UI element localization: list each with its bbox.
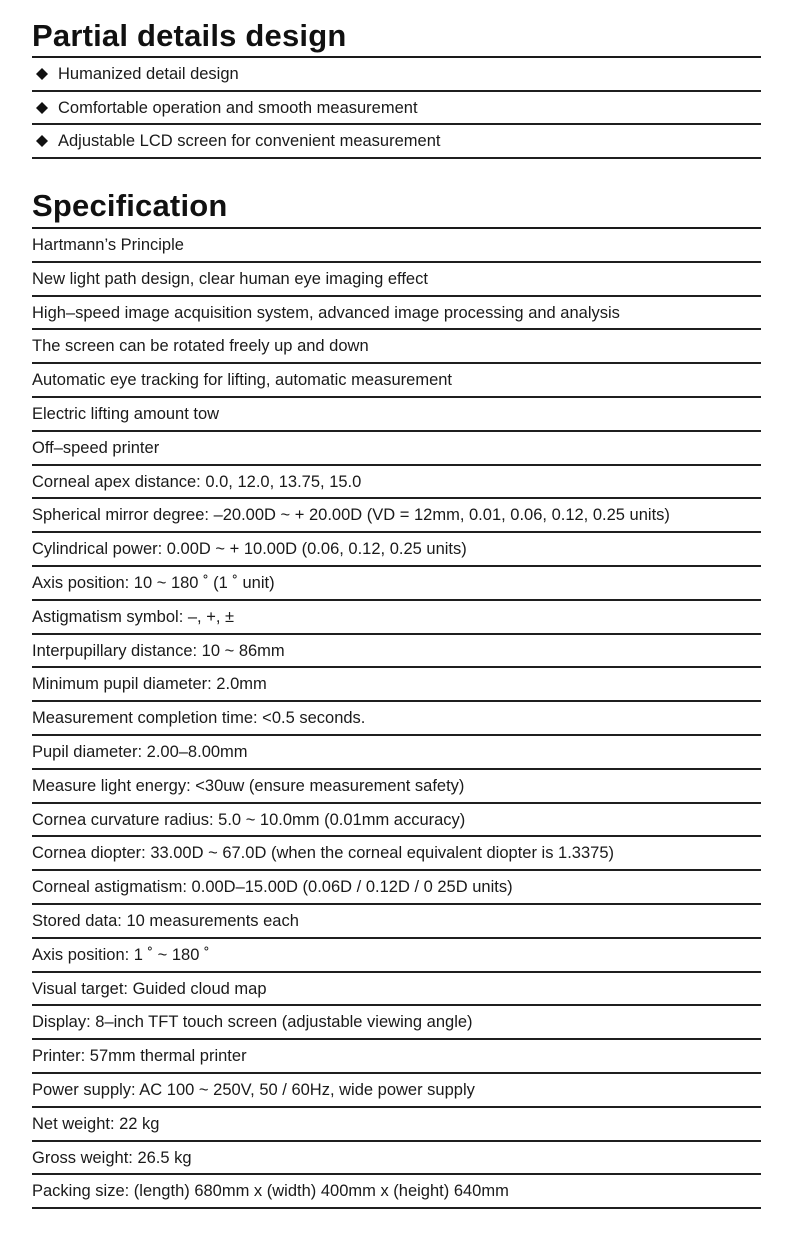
spec-item: Cornea curvature radius: 5.0 ~ 10.0mm (0.01mm accuracy)	[32, 804, 761, 838]
diamond-bullet-icon	[36, 102, 48, 114]
spec-item: Display: 8–inch TFT touch screen (adjustable viewing angle)	[32, 1006, 761, 1040]
spec-item: Astigmatism symbol: –, +, ±	[32, 601, 761, 635]
diamond-bullet-icon	[36, 68, 48, 80]
spec-item: Printer: 57mm thermal printer	[32, 1040, 761, 1074]
spec-item: Stored data: 10 measurements each	[32, 905, 761, 939]
spec-item: Cornea diopter: 33.00D ~ 67.0D (when the corneal equivalent diopter is 1.3375)	[32, 837, 761, 871]
spec-item: Packing size: (length) 680mm x (width) 400mm x (height) 640mm	[32, 1175, 761, 1209]
spec-item: Measure light energy: <30uw (ensure measurement safety)	[32, 770, 761, 804]
feature-text: Adjustable LCD screen for convenient measurement	[58, 132, 441, 150]
spec-item: Measurement completion time: <0.5 seconds.	[32, 702, 761, 736]
spec-item: The screen can be rotated freely up and down	[32, 330, 761, 364]
spec-list	[32, 229, 761, 1209]
specification-section	[32, 170, 761, 1209]
spec-item: Off–speed printer	[32, 432, 761, 466]
spec-item: Cylindrical power: 0.00D ~ + 10.00D (0.06, 0.12, 0.25 units)	[32, 533, 761, 567]
diamond-bullet-icon	[36, 135, 48, 147]
partial-details-section	[32, 0, 761, 159]
feature-item	[32, 92, 761, 126]
spec-item: High–speed image acquisition system, advanced image processing and analysis	[32, 297, 761, 331]
spec-item: Spherical mirror degree: –20.00D ~ + 20.00D (VD = 12mm, 0.01, 0.06, 0.12, 0.25 units)	[32, 499, 761, 533]
feature-text: Humanized detail design	[58, 65, 239, 83]
spec-item: Electric lifting amount tow	[32, 398, 761, 432]
spec-item: Axis position: 1 ˚ ~ 180 ˚	[32, 939, 761, 973]
feature-list	[32, 58, 761, 159]
spec-item: Power supply: AC 100 ~ 250V, 50 / 60Hz, wide power supply	[32, 1074, 761, 1108]
spec-item: Corneal astigmatism: 0.00D–15.00D (0.06D / 0.12D / 0 25D units)	[32, 871, 761, 905]
feature-item	[32, 125, 761, 159]
spec-item: Corneal apex distance: 0.0, 12.0, 13.75, 15.0	[32, 466, 761, 500]
spec-item: Interpupillary distance: 10 ~ 86mm	[32, 635, 761, 669]
spec-item: Automatic eye tracking for lifting, automatic measurement	[32, 364, 761, 398]
spec-item: Minimum pupil diameter: 2.0mm	[32, 668, 761, 702]
feature-text: Comfortable operation and smooth measurement	[58, 98, 418, 117]
spec-item: Axis position: 10 ~ 180 ˚ (1 ˚ unit)	[32, 567, 761, 601]
section-title: Specification	[32, 170, 761, 229]
spec-item: Gross weight: 26.5 kg	[32, 1142, 761, 1176]
spec-item: New light path design, clear human eye imaging effect	[32, 263, 761, 297]
spec-item: Visual target: Guided cloud map	[32, 973, 761, 1007]
spec-item: Hartmann’s Principle	[32, 229, 761, 263]
feature-item	[32, 58, 761, 92]
spec-item: Net weight: 22 kg	[32, 1108, 761, 1142]
section-title: Partial details design	[32, 0, 761, 58]
spec-item: Pupil diameter: 2.00–8.00mm	[32, 736, 761, 770]
